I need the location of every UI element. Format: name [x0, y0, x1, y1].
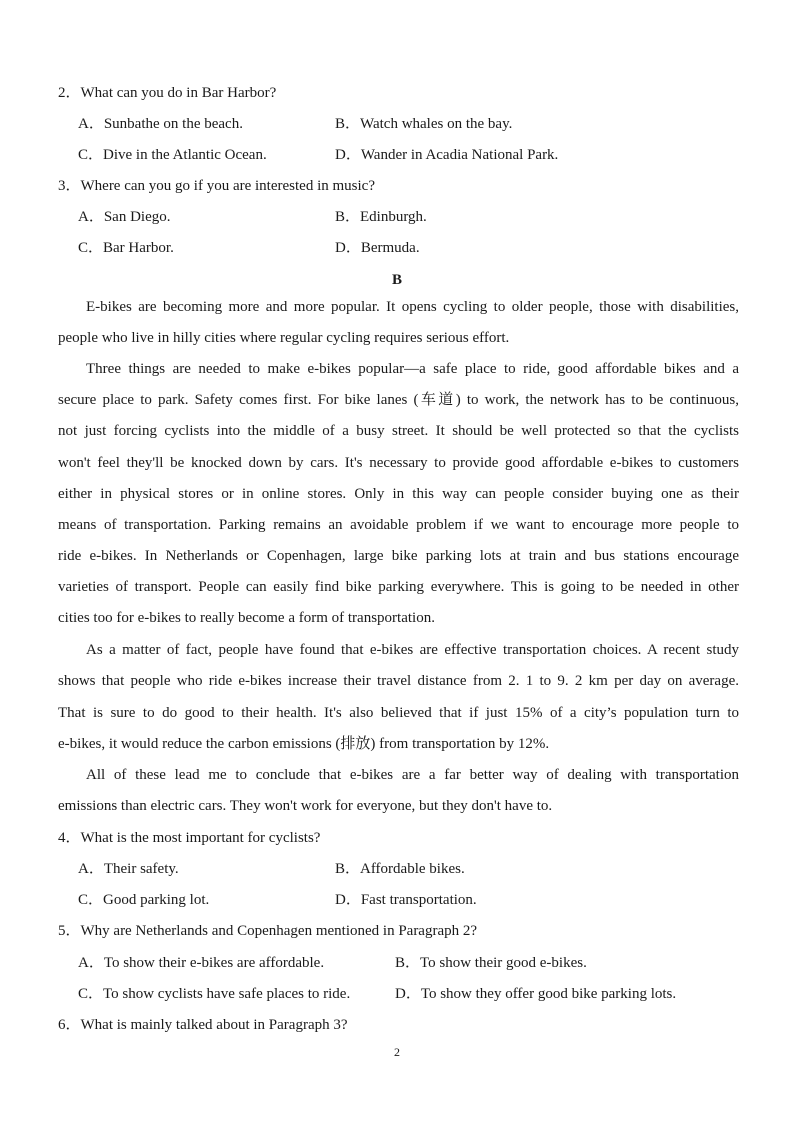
- paragraph-2-line: either in physical stores or in online stores. Only in this way can people consider buying one as their: [58, 486, 739, 502]
- question-5-option-a: A．To show their e-bikes are affordable.: [78, 955, 325, 971]
- paragraph-2-line: won't feel they'll be knocked down by cars. It's necessary to provide good affordable e-bikes to customers: [58, 455, 739, 471]
- question-2-stem: 2．What can you do in Bar Harbor?: [58, 85, 277, 101]
- question-2-option-a: A．Sunbathe on the beach.: [78, 116, 243, 132]
- paragraph-2-line: cities too for e-bikes to really become a form of transportation.: [58, 610, 435, 626]
- paragraph-3-line: As a matter of fact, people have found that e-bikes are effective transportation choices. A recent study: [86, 642, 739, 658]
- question-4-option-b: B．Affordable bikes.: [335, 861, 465, 877]
- question-3-option-d: D．Bermuda.: [335, 240, 420, 256]
- paragraph-2-line: Three things are needed to make e-bikes popular—a safe place to ride, good affordable bikes and a: [86, 361, 739, 377]
- question-4-stem: 4．What is the most important for cyclists?: [58, 830, 321, 846]
- paragraph-4-line: All of these lead me to conclude that e-bikes are a far better way of dealing with transportation: [86, 767, 739, 783]
- question-5-option-c: C．To show cyclists have safe places to ride.: [78, 986, 351, 1002]
- paragraph-3-line: shows that people who ride e-bikes increase their travel distance from 2. 1 to 9. 2 km per day on average.: [58, 673, 739, 689]
- paragraph-1-line: E-bikes are becoming more and more popular. It opens cycling to older people, those with disabilities,: [86, 299, 739, 315]
- paragraph-4-line: emissions than electric cars. They won't work for everyone, but they don't have to.: [58, 798, 553, 814]
- question-4-option-a: A．Their safety.: [78, 861, 179, 877]
- paragraph-2-line: varieties of transport. People can easily find bike parking everywhere. This is going to be needed in other: [58, 579, 739, 595]
- question-4-option-c: C．Good parking lot.: [78, 892, 210, 908]
- paragraph-1-line: people who live in hilly cities where regular cycling requires serious effort.: [58, 330, 510, 346]
- question-2-option-d: D．Wander in Acadia National Park.: [335, 147, 559, 163]
- question-3-option-c: C．Bar Harbor.: [78, 240, 174, 256]
- paragraph-2-line: means of transportation. Parking remains an avoidable problem if we want to encourage more people to: [58, 517, 739, 533]
- question-3-option-a: A．San Diego.: [78, 209, 171, 225]
- question-2-option-b: B．Watch whales on the bay.: [335, 116, 513, 132]
- paragraph-3-line: e-bikes, it would reduce the carbon emissions (排放) from transportation by 12%.: [58, 736, 550, 752]
- question-5-option-b: B．To show their good e-bikes.: [395, 955, 587, 971]
- question-2-option-c: C．Dive in the Atlantic Ocean.: [78, 147, 267, 163]
- question-5-stem: 5．Why are Netherlands and Copenhagen mentioned in Paragraph 2?: [58, 923, 478, 939]
- question-4-option-d: D．Fast transportation.: [335, 892, 477, 908]
- paragraph-2-line: secure place to park. Safety comes first. For bike lanes (车道) to work, the network has to be continuous,: [58, 392, 739, 408]
- section-b-heading: B: [391, 272, 402, 288]
- question-6-stem: 6．What is mainly talked about in Paragraph 3?: [58, 1017, 348, 1033]
- question-5-option-d: D．To show they offer good bike parking lots.: [395, 986, 677, 1002]
- page-number: 2: [394, 1045, 400, 1059]
- paragraph-3-line: That is sure to do good to their health. It's also believed that if just 15% of a city’s population turn to: [58, 705, 739, 721]
- question-3-option-b: B．Edinburgh.: [335, 209, 427, 225]
- paragraph-2-line: not just forcing cyclists into the middle of a busy street. It should be well protected so that the cyclists: [58, 423, 739, 439]
- paragraph-2-line: ride e-bikes. In Netherlands or Copenhagen, large bike parking lots at train and bus stations encourage: [58, 548, 739, 564]
- question-3-stem: 3．Where can you go if you are interested in music?: [58, 178, 375, 194]
